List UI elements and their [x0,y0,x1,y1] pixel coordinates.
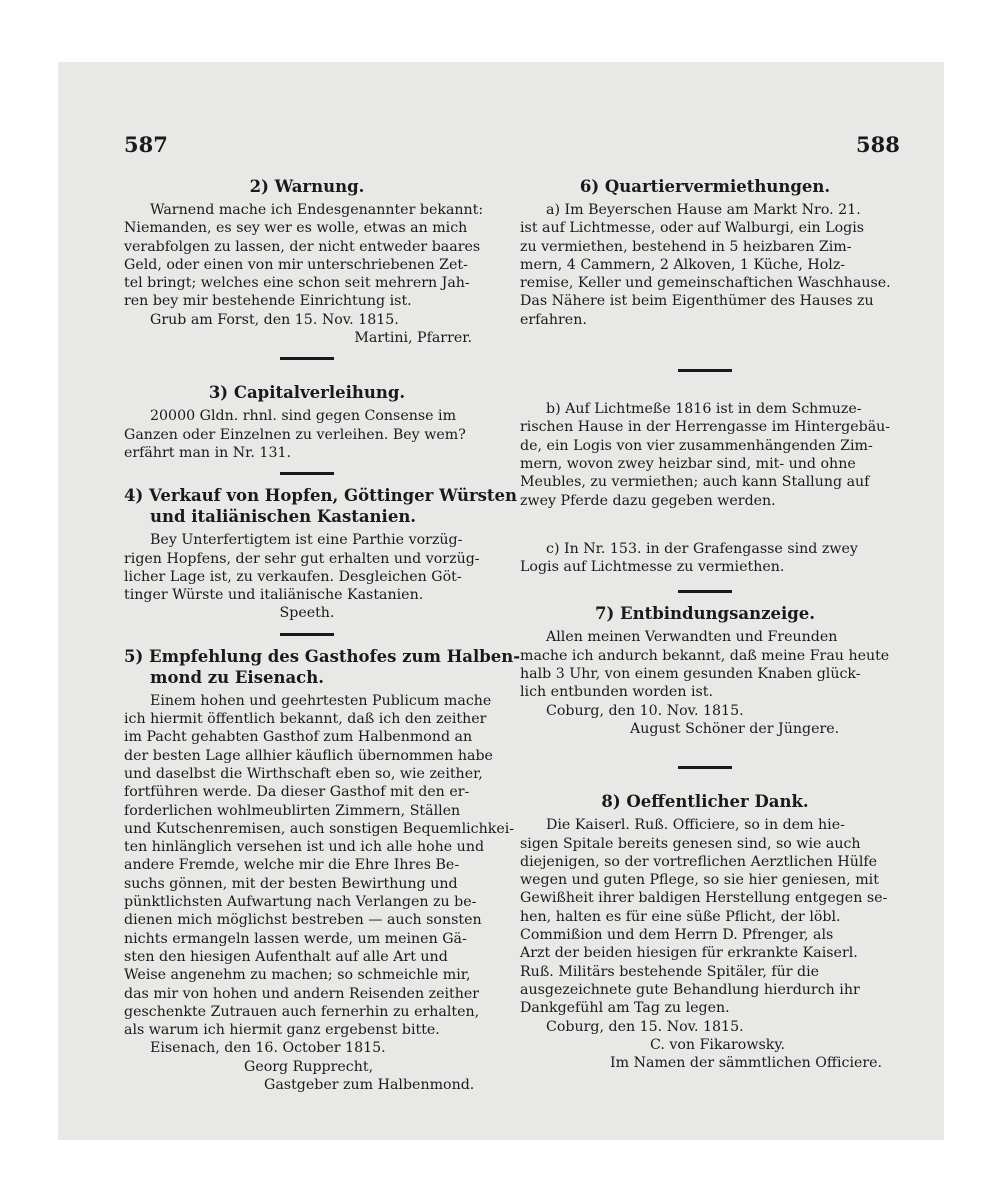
heading-line: 4) Verkauf von Hopfen, Göttinger Würsten [124,486,518,506]
text-line: wegen und guten Pflege, so sie hier geniesen, mit [520,872,879,889]
text-line: im Pacht gehabten Gasthof zum Halbenmond an [124,729,473,746]
section-divider [678,590,732,593]
left-column [124,170,521,1094]
text-line: als warum ich hiermit ganz ergebenst bitte. [124,1022,440,1039]
text-line: das mir von hohen und andern Reisenden zeither [124,985,480,1002]
section-body-entbindungsanzeige [520,628,890,738]
place-date: Grub am Forst, den 15. Nov. 1815. [150,311,399,328]
text-line: zwey Pferde dazu gegeben werden. [520,492,776,509]
section-heading-oeffentlicher-dank: 8) Oeffentlicher Dank. [601,792,809,812]
text-line: b) Auf Lichtmeße 1816 ist in dem Schmuze- [546,401,862,418]
section-divider [280,472,334,475]
text-line: nichts ermangeln lassen werde, um meinen Gä- [124,930,467,947]
text-line: erfährt man in Nr. 131. [124,444,292,461]
text-line: Arzt der beiden hiesigen für erkrankte Kaiserl. [520,945,858,962]
text-line: sten den hiesigen Aufenthalt auf alle Art und [124,948,448,965]
page-number-left: 587 [124,132,168,157]
heading-line: 5) Empfehlung des Gasthofes zum Halben- [124,646,521,666]
heading-line: und italiänischen Kastanien. [150,507,417,527]
section-body-warnung [124,201,490,347]
text-line: verabfolgen zu lassen, der nicht entweder baares [124,238,481,255]
text-line: und daselbst die Wirthschaft eben so, wie zeither, [124,765,483,782]
section-heading-entbindungsanzeige: 7) Entbindungsanzeige. [595,604,815,624]
section-body-verkauf-hopfen [124,531,490,622]
heading-line: mond zu Eisenach. [150,667,324,687]
signature-title: Im Namen der sämmtlichen Officiere. [610,1055,883,1072]
signature: August Schöner der Jüngere. [630,720,840,737]
text-line: Commißion und dem Herrn D. Pfrenger, als [520,927,834,944]
text-line: erfahren. [520,311,587,328]
text-line: remise, Keller und gemeinschaftichen Waschhause. [520,275,891,292]
place-date: Coburg, den 15. Nov. 1815. [546,1018,744,1035]
section-divider [678,766,732,769]
section-body-quartier-a [520,201,890,329]
page-number-right: 588 [856,132,900,157]
signature: Speeth. [279,605,335,622]
text-line: tel bringt; welches eine schon seit mehrern Jah- [124,275,470,292]
text-line: rigen Hopfens, der sehr gut erhalten und vorzüg- [124,550,480,567]
text-line: Dankgefühl am Tag zu legen. [520,1000,730,1017]
text-line: der besten Lage allhier käuflich übernommen habe [124,747,493,764]
section-heading-verkauf-hopfen [124,485,518,527]
section-heading-capitalverleihung: 3) Capitalverleihung. [208,383,406,403]
signature-name: C. von Fikarowsky. [650,1036,785,1053]
text-line: de, ein Logis von vier zusammenhängenden Zim- [520,437,873,454]
text-line: ren bey mir bestehende Einrichtung ist. [124,293,412,310]
text-line: Warnend mache ich Endesgenannter bekannt: [150,202,484,218]
text-line: und Kutschenremisen, auch sonstigen Bequemlichkei- [124,820,515,837]
signature-name: Georg Rupprecht, [244,1058,374,1075]
place-date: Eisenach, den 16. October 1815. [150,1040,386,1057]
text-line: hen, halten es für eine süße Pflicht, der löbl. [520,908,841,925]
section-body-empfehlung-gasthof [124,692,515,1095]
text-line: ist auf Lichtmesse, oder auf Walburgi, ein Logis [520,220,865,237]
text-line: pünktlichsten Aufwartung nach Verlangen zu be- [124,894,477,911]
text-line: Niemanden, es sey wer es wolle, etwas an mich [124,220,468,237]
text-line: ich hiermit öffentlich bekannt, daß ich den zeither [124,711,487,728]
place-date: Coburg, den 10. Nov. 1815. [546,702,744,719]
section-heading-quartiervermiethungen: 6) Quartiervermiethungen. [579,177,831,196]
text-line: Ganzen oder Einzelnen zu verleihen. Bey wem? [124,426,466,443]
section-divider [678,369,732,372]
text-line: c) In Nr. 153. in der Grafengasse sind zwey [546,540,858,557]
signature-title: Gastgeber zum Halbenmond. [264,1076,475,1093]
text-line: tinger Würste und italiänische Kastanien. [124,587,424,604]
text-line: Einem hohen und geehrtesten Publicum mache [150,692,492,709]
text-line: a) Im Beyerschen Hause am Markt Nro. 21. [546,202,861,218]
text-line: Gewißheit ihrer baldigen Herstellung entgegen se- [520,890,888,907]
section-divider [280,633,334,636]
text-line: Ruß. Militärs bestehende Spitäler, für die [520,963,820,980]
text-line: Meubles, zu vermiethen; auch kann Stallung auf [520,474,870,491]
text-line: Die Kaiserl. Ruß. Officiere, so in dem hie- [546,817,845,834]
text-line: Geld, oder einen von mir unterschriebenen Zet- [124,256,468,273]
text-line: rischen Hause in der Herrengasse im Hintergebäu- [520,419,891,436]
text-line: licher Lage ist, zu verkaufen. Desgleichen Göt- [124,568,462,585]
text-line: ausgezeichnete gute Behandlung hierdurch ihr [520,981,860,998]
text-line: Allen meinen Verwandten und Freunden [546,629,838,646]
text-line: lich entbunden worden ist. [520,684,714,701]
section-heading-warnung: 2) Warnung. [249,177,365,196]
text-line: ten hinlänglich versehen ist und ich alle hohe und [124,839,485,856]
text-line: forderlichen wohlmeublirten Zimmern, Ställen [124,802,461,819]
text-line: mache ich andurch bekannt, daß meine Frau heute [520,647,890,664]
signature: Martini, Pfarrer. [354,330,472,347]
text-line: andere Fremde, welche mir die Ehre Ihres Be- [124,857,460,874]
right-column [520,170,890,1072]
text-line: suchs gönnen, mit der besten Bewirthung und [124,875,458,892]
text-line: geschenkte Zutrauen auch fernerhin zu erhalten, [124,1003,480,1020]
text-line: mern, 4 Cammern, 2 Alkoven, 1 Küche, Holz- [520,256,846,273]
text-line: dienen mich möglichst bestreben — auch sonsten [124,912,482,929]
section-body-quartier-b [520,400,890,510]
text-line: 20000 Gldn. rhnl. sind gegen Consense im [150,408,457,425]
text-line: Das Nähere ist beim Eigenthümer des Hauses zu [520,293,874,310]
text-line: Bey Unterfertigtem ist eine Parthie vorzüg- [150,532,463,549]
section-divider [280,357,334,360]
text-line: mern, wovon zwey heizbar sind, mit- und ohne [520,455,856,472]
text-line: sigen Spitale bereits genesen sind, so wie auch [520,835,861,852]
text-line: Weise angenehm zu machen; so schmeichle mir, [124,967,471,984]
text-line: Logis auf Lichtmesse zu vermiethen. [520,559,785,576]
text-line: diejenigen, so der vortreflichen Aerztlichen Hülfe [520,853,878,870]
section-body-capitalverleihung [124,407,490,462]
text-line: zu vermiethen, bestehend in 5 heizbaren Zim- [520,238,852,255]
section-body-oeffentlicher-dank [520,816,890,1072]
section-body-quartier-c [520,540,890,577]
text-line: halb 3 Uhr, von einem gesunden Knaben glück- [520,666,861,683]
text-line: fortführen werde. Da dieser Gasthof mit den er- [124,784,470,801]
section-heading-empfehlung-gasthof [124,646,521,688]
